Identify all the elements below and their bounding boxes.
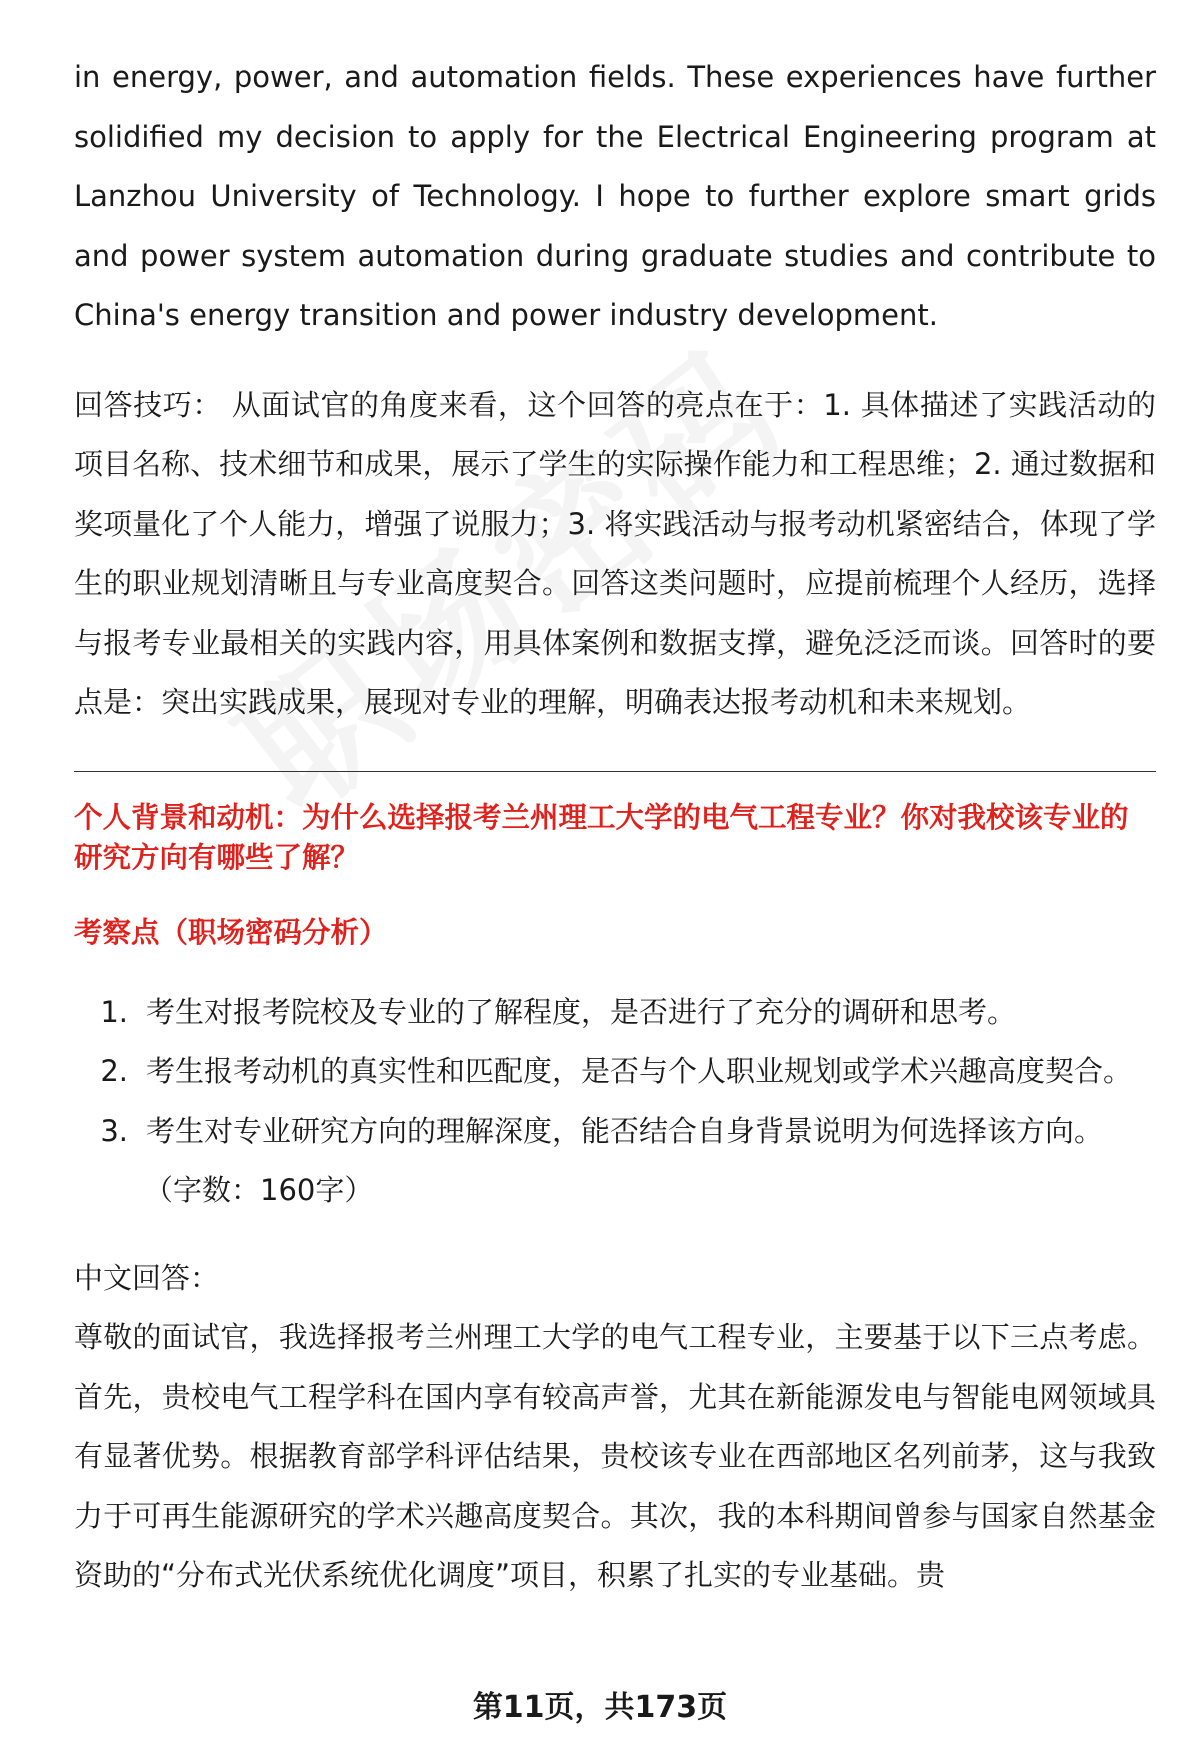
list-item — [74, 1042, 1156, 1102]
document-page — [74, 48, 1156, 1606]
question-heading: 个人背景和动机：为什么选择报考兰州理工大学的电气工程专业？你对我校该专业的研究方向有哪些了解？ — [74, 800, 1129, 874]
list-number: 3. — [100, 1113, 128, 1148]
intro-paragraph: in energy, power, and automation fields. These experiences have further solidified my decision to apply for the Electrical Engineering program at Lanzhou University of Technology. I hope to further explore smart grids and power system automation during graduate studies and contribute to China's energy transition and power industry development. — [74, 60, 1156, 332]
tips-paragraph: 回答技巧： 从面试官的角度来看，这个回答的亮点在于：1. 具体描述了实践活动的项目名称、技术细节和成果，展示了学生的实际操作能力和工程思维；2. 通过数据和奖项量化了个人能力，增强了说服力；3. 将实践活动与报考动机紧密结合，体现了学生的职业规划清晰且与专业高度契合。回答这类问题时，应提前梳理个人经历，选择与报考专业最相关的实践内容，用具体案例和数据支撑，避免泛泛而谈。回答时的要点是：突出实践成果，展现对专业的理解，明确表达报考动机和未来规划。 — [74, 387, 1156, 719]
list-item-text: 考生报考动机的真实性和匹配度，是否与个人职业规划或学术兴趣高度契合。 — [146, 1054, 1133, 1088]
page-footer: 第11页，共173页 — [472, 1690, 728, 1725]
section-title: 考察点（职场密码分析） — [74, 915, 388, 949]
list-item-text: 考生对报考院校及专业的了解程度，是否进行了充分的调研和思考。 — [146, 994, 1017, 1029]
list-number: 1. — [100, 994, 128, 1029]
answer-paragraph: 尊敬的面试官，我选择报考兰州理工大学的电气工程专业，主要基于以下三点考虑。首先，贵校电气工程学科在国内享有较高声誉，尤其在新能源发电与智能电网领域具有显著优势。根据教育部学科评估结果，贵校该专业在西部地区名列前茅，这与我致力于可再生能源研究的学术兴趣高度契合。其次，我的本科期间曾参与国家自然基金资助的“分布式光伏系统优化调度”项目，积累了扎实的专业基础。贵 — [74, 1320, 1156, 1592]
list-number: 2. — [100, 1054, 128, 1088]
list-item-text: 考生对专业研究方向的理解深度，能否结合自身背景说明为何选择该方向。 — [146, 1113, 1104, 1148]
list-item — [74, 1102, 1156, 1162]
answer-label: 中文回答： — [74, 1260, 220, 1295]
section-divider — [74, 771, 1156, 772]
assessment-points-list — [74, 983, 1156, 1162]
list-item — [74, 983, 1156, 1043]
word-count: （字数：160字） — [144, 1173, 374, 1207]
